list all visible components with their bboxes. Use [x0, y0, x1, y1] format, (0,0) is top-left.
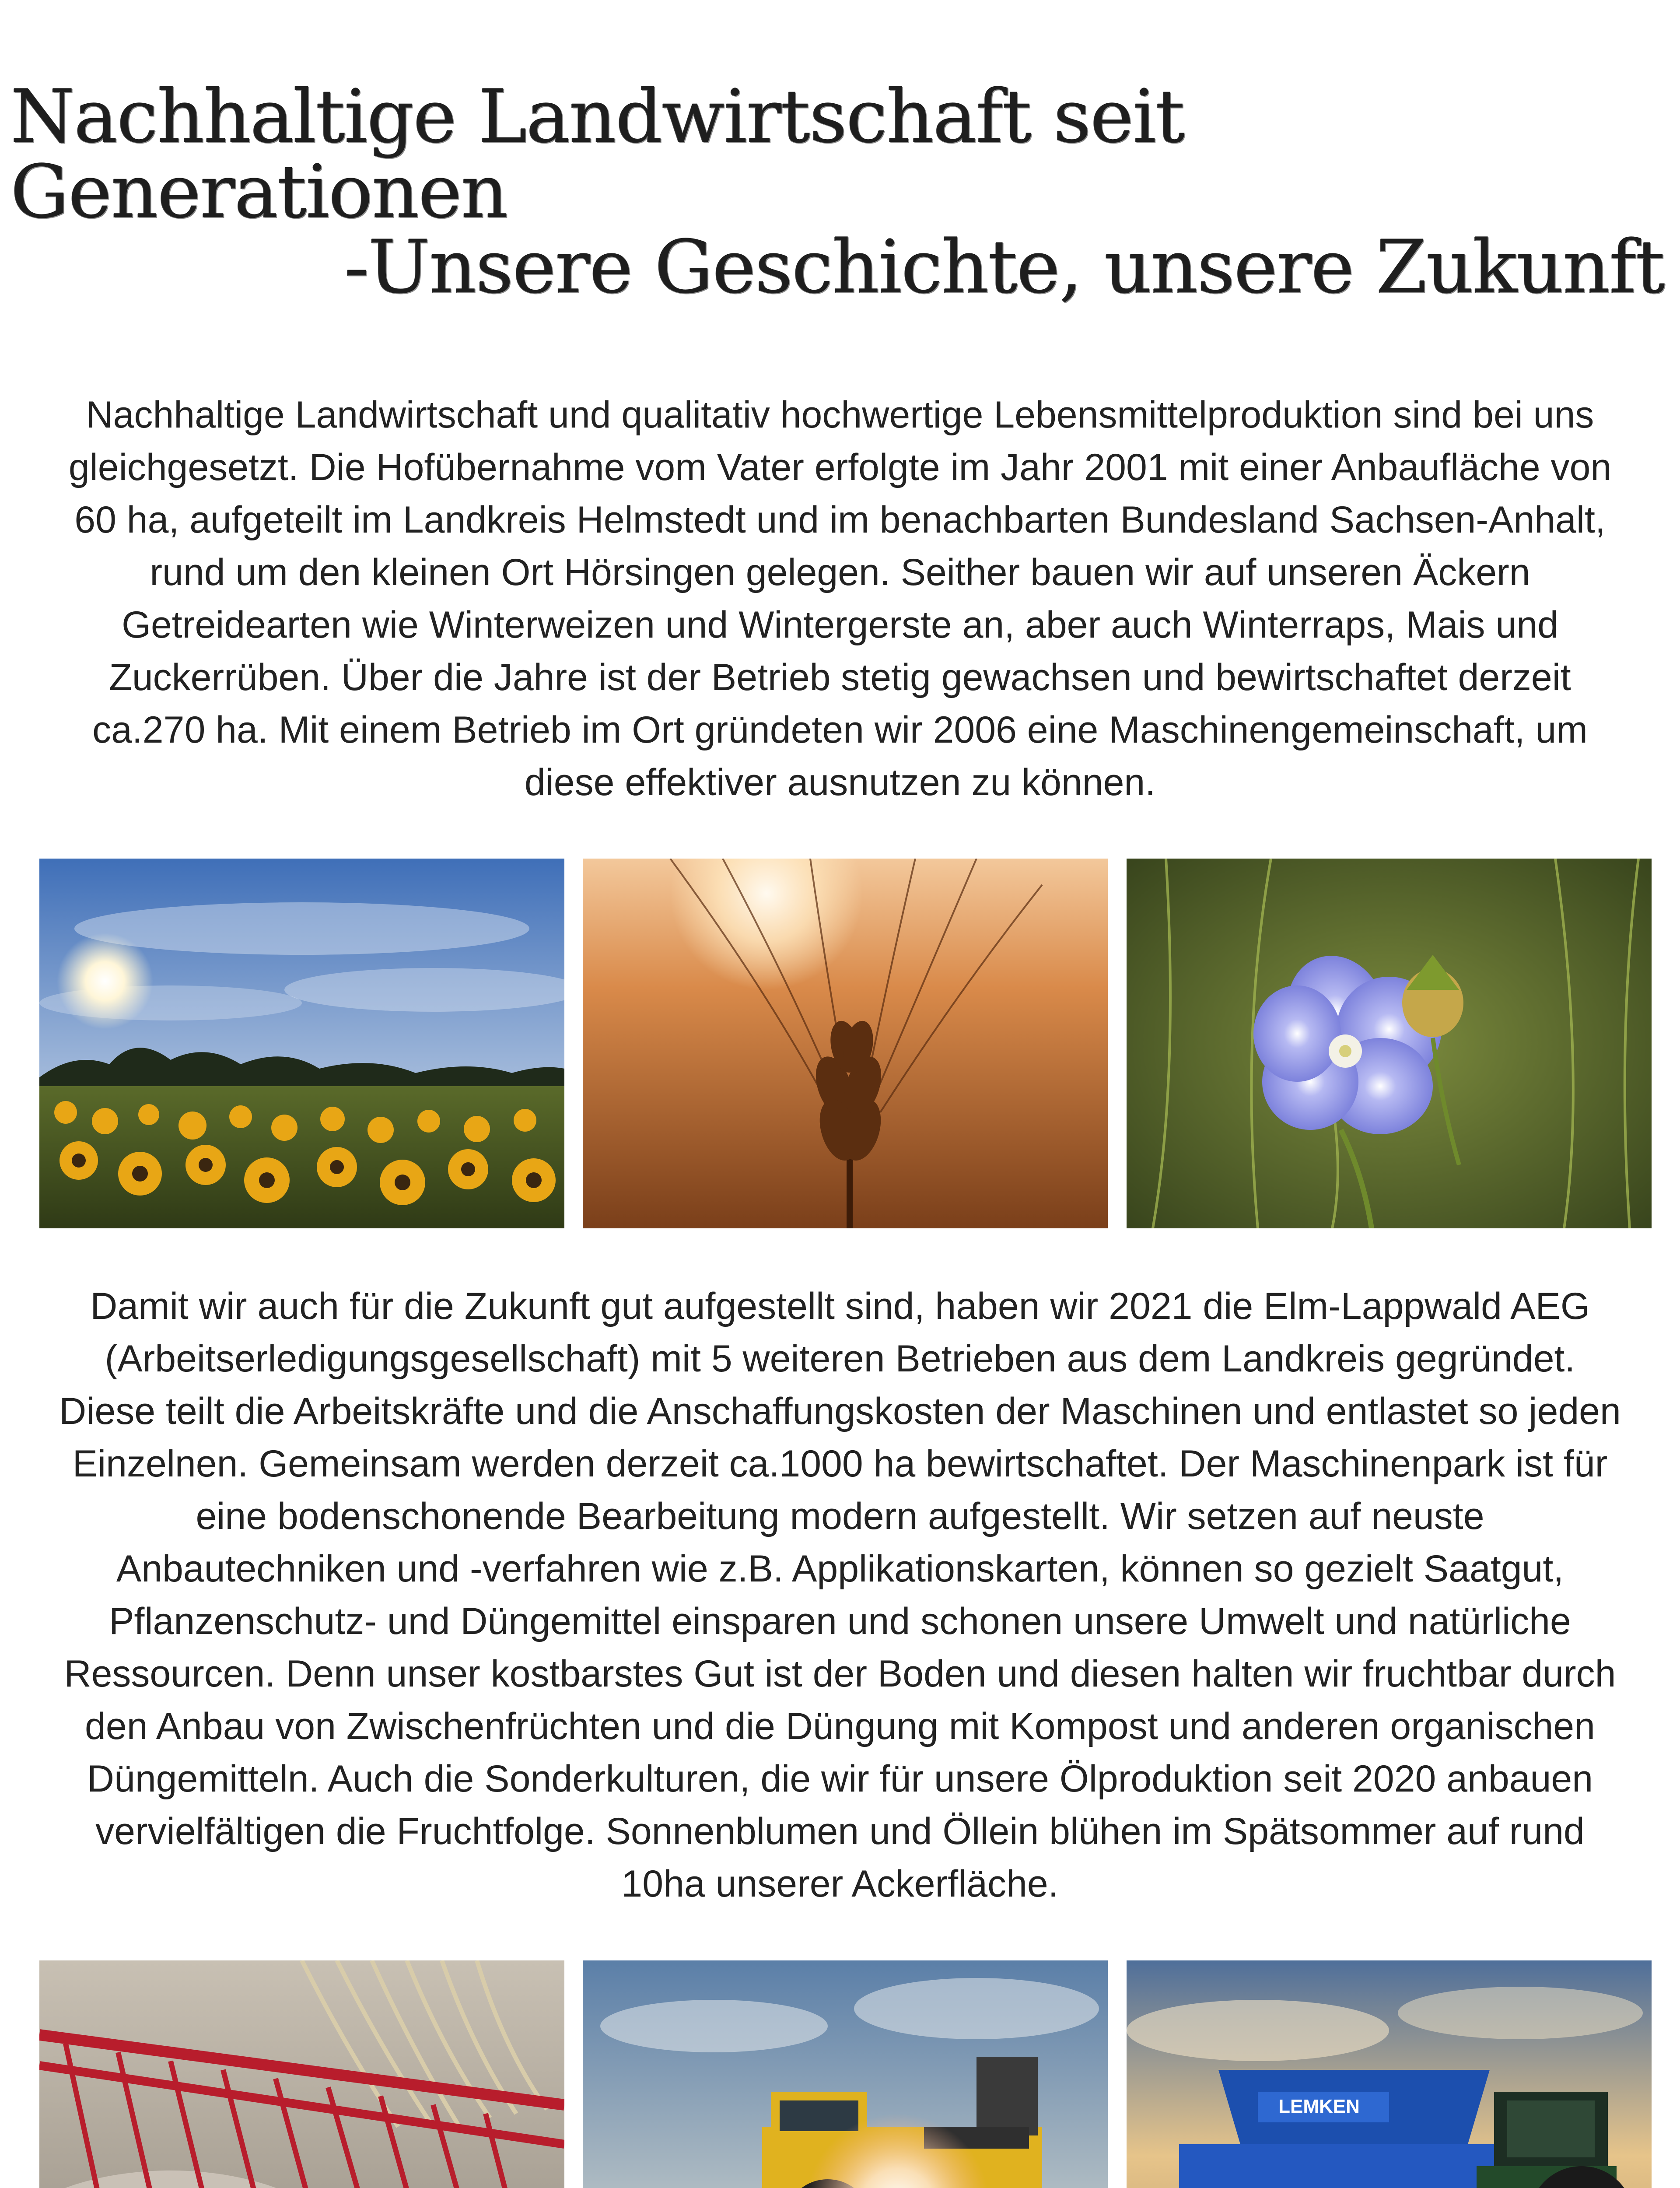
page-title	[10, 74, 1664, 310]
aeg-paragraph: Damit wir auch für die Zukunft gut aufgestellt sind, haben wir 2021 die Elm-Lappwald AEG (Arbeitserledigungsgesellschaft) mit 5 weiteren Betrieben aus dem Landkreis gegründet. Diese teilt die Arbeitskräfte und die Anschaffungskosten der Maschinen und entlastet so jeden Einzelnen. Gemeinsam werden derzeit ca.1000 ha bewirtschaftet. Der Maschinenpark ist für eine bodenschonende Bearbeitung modern aufgestellt. Wir setzen auf neuste Anbautechniken und -verfahren wie z.B. Applikationskarten, können so gezielt Saatgut, Pflanzenschutz- und Düngemittel einsparen und schonen unsere Umwelt und natürliche Ressourcen. Denn unser kostbarstes Gut ist der Boden und diesen halten wir fruchtbar durch den Anbau von Zwischenfrüchten und die Düngung mit Kompost und anderen organischen Düngemitteln. Auch die Sonderkulturen, die wir für unsere Ölproduktion seit 2020 anbauen vervielfältigen die Fruchtfolge. Sonnenblumen und Öllein blühen im Spätsommer auf rund 10ha unserer Ackerfläche.	[59, 1285, 1621, 1905]
sunflower-field-photo	[39, 859, 564, 1228]
wheat-ear-sunset-photo	[583, 859, 1108, 1228]
lemken-logo: LEMKEN	[1278, 2096, 1360, 2117]
tractor-seeder-photo	[1127, 1960, 1652, 2188]
page-title-line-1: Nachhaltige Landwirtschaft seit Generationen	[10, 74, 1184, 235]
intro-paragraph: Nachhaltige Landwirtschaft und qualitativ hochwertige Lebensmittelproduktion sind bei uns gleichgesetzt. Die Hofübernahme vom Vater erfolgte im Jahr 2001 mit einer Anbaufläche von 60 ha, aufgeteilt im Landkreis Helmstedt und im benachbarten Bundesland Sachsen-Anhalt, rund um den kleinen Ort Hörsingen gelegen. Seither bauen wir auf unseren Äckern Getreidearten wie Winterweizen und Wintergerste an, aber auch Winterraps, Mais und Zuckerrüben. Über die Jahre ist der Betrieb stetig gewachsen und bewirtschaftet derzeit ca.270 ha. Mit einem Betrieb im Ort gründeten wir 2006 eine Maschinengemeinschaft, um diese effektiver ausnutzen zu können.	[68, 394, 1612, 803]
seed-drill-photo	[39, 1960, 564, 2188]
page-title-line-2: -Unsere Geschichte, unsere Zukunft	[344, 224, 1664, 310]
flax-flower-photo	[1127, 859, 1652, 1228]
beet-harvester-photo	[583, 1960, 1108, 2188]
